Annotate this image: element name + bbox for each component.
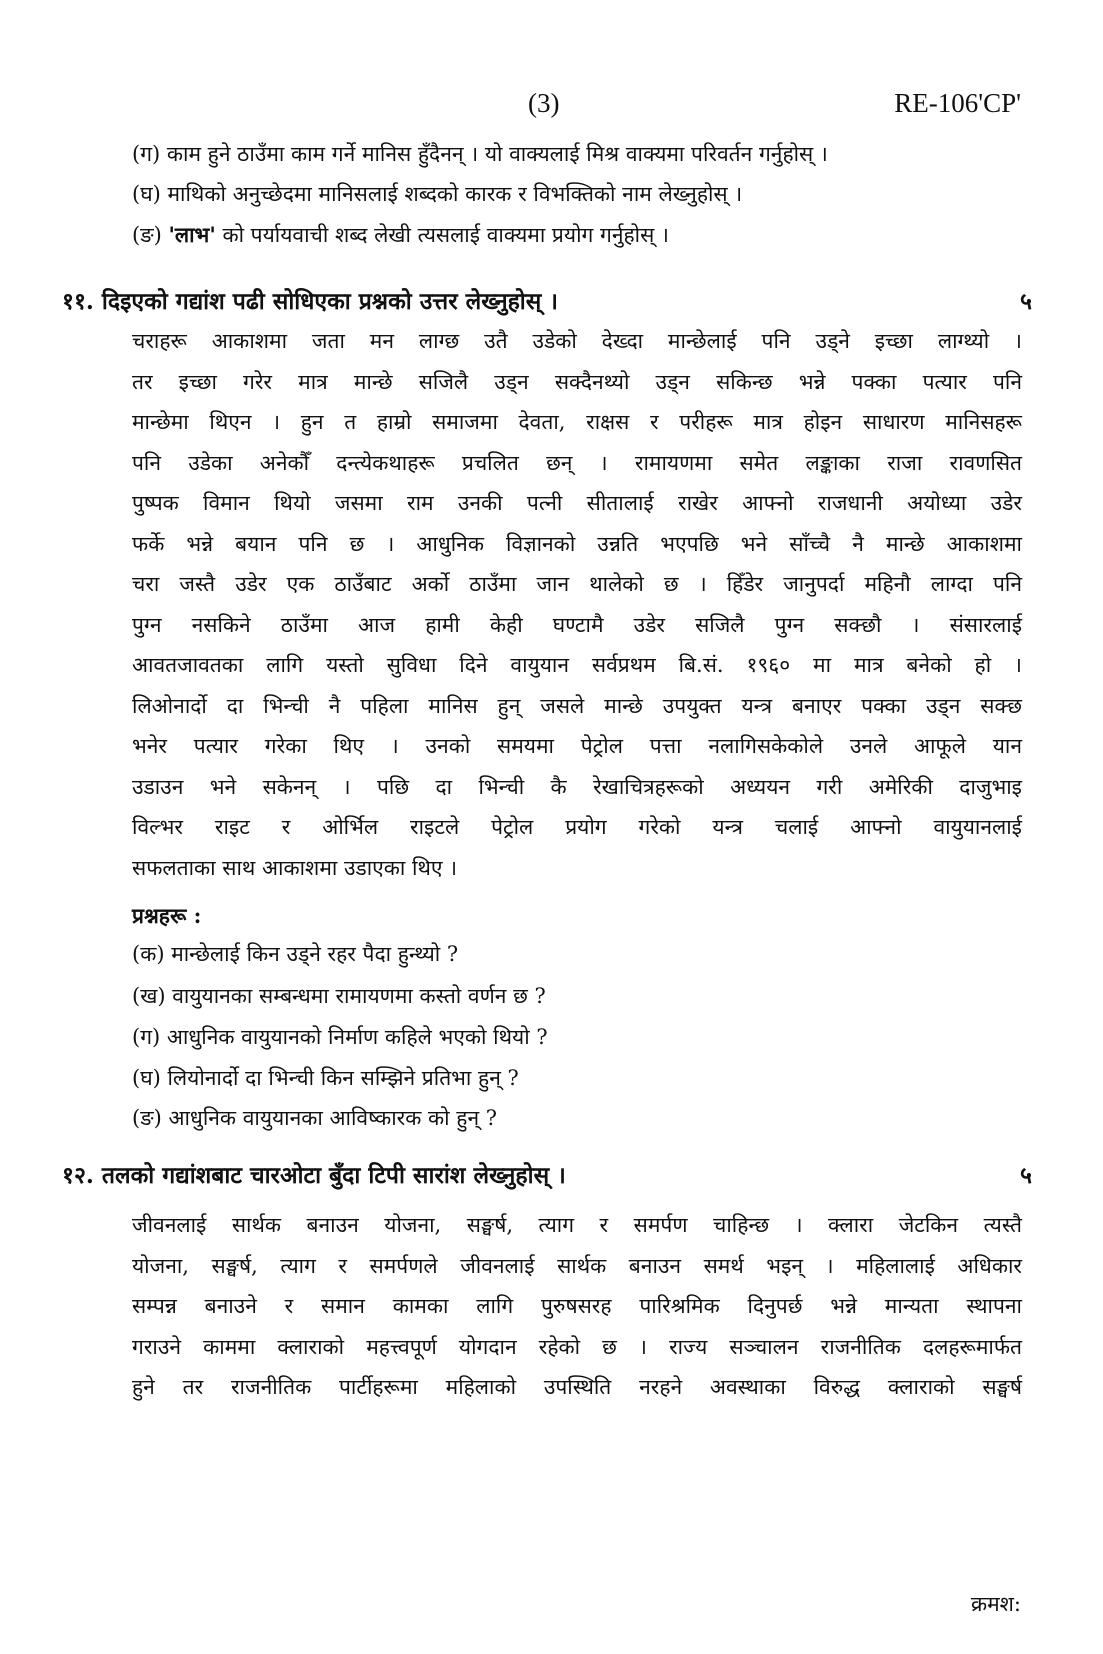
q12-passage	[132, 1205, 1022, 1408]
passage-line: सफलताका साथ आकाशमा उडाएका थिए ।	[132, 855, 458, 880]
questions-label: प्रश्नहरू :	[132, 903, 202, 928]
q11-marks: ५	[1020, 288, 1032, 315]
page-header	[0, 88, 1103, 128]
passage-line: गराउने काममा क्लाराको महत्त्वपूर्ण योगदान रहेको छ । राज्य सञ्चालन राजनीतिक दलहरूमार्फत	[132, 1334, 1022, 1359]
question-ka: (क) मान्छेलाई किन उड्ने रहर पैदा हुन्थ्यो ?	[132, 942, 459, 966]
passage-line: हुने तर राजनीतिक पार्टीहरूमा महिलाको उपस्थिति नरहने अवस्थाका विरुद्ध क्लाराको सङ्घर्ष	[132, 1375, 1022, 1399]
passage-line: भनेर पत्यार गरेका थिए । उनको समयमा पेट्रोल पत्ता नलागिसकेकोले उनले आफूले यान	[132, 734, 1022, 758]
prev-item-nga-keyword: 'लाभ'	[168, 222, 216, 247]
q11-title: ११. दिइएको गद्यांश पढी सोधिएका प्रश्नको उत्तर लेख्नुहोस् ।	[62, 288, 559, 315]
prev-item-nga	[132, 221, 669, 249]
passage-line: पनि उडेका अनेकौँ दन्त्येकथाहरू प्रचलित छन् । रामायणमा समेत लङ्काका राजा रावणसित	[132, 450, 1022, 475]
passage-line: आवतजावतका लागि यस्तो सुविधा दिने वायुयान सर्वप्रथम बि.सं. १९६० मा मात्र बनेको हो ।	[132, 653, 1022, 677]
q12-title: १२. तलको गद्यांशबाट चारओटा बुँदा टिपी सारांश लेख्नुहोस् ।	[62, 1162, 566, 1189]
passage-line: चराहरू आकाशमा जता मन लाग्छ उतै उडेको देख्दा मान्छेलाई पनि उड्ने इच्छा लाग्थ्यो ।	[132, 329, 1022, 353]
q12-heading	[62, 1158, 1032, 1190]
passage-line: विल्भर राइट र ओर्भिल राइटले पेट्रोल प्रयोग गरेको यन्त्र चलाई आफ्नो वायुयानलाई	[132, 815, 1022, 839]
question-ga: (ग) आधुनिक वायुयानको निर्माण कहिले भएको थियो ?	[132, 1025, 548, 1049]
continued-note: क्रमश:	[970, 1592, 1021, 1616]
passage-line: लिओनार्दो दा भिन्ची नै पहिला मानिस हुन् जसले मान्छे उपयुक्त यन्त्र बनाएर पक्का उड्न सक्छ	[132, 693, 1022, 718]
q11-heading	[62, 284, 1032, 316]
passage-line: फर्के भन्ने बयान पनि छ । आधुनिक विज्ञानको उन्नति भएपछि भने साँच्चै नै मान्छे आकाशमा	[132, 531, 1022, 556]
passage-line: योजना, सङ्घर्ष, त्याग र समर्पणले जीवनलाई सार्थक बनाउन समर्थ भइन् । महिलालाई अधिकार	[132, 1253, 1022, 1278]
passage-line: सम्पन्न बनाउने र समान कामका लागि पुरुषसरह पारिश्रमिक दिनुपर्छ भन्ने मान्यता स्थापना	[132, 1294, 1022, 1318]
prev-item-nga-prefix: (ङ)	[132, 223, 169, 247]
passage-line: पुग्न नसकिने ठाउँमा आज हामी केही घण्टामै उडेर सजिलै पुग्न सक्छौ । संसारलाई	[132, 612, 1022, 637]
question-kha: (ख) वायुयानका सम्बन्धमा रामायणमा कस्तो वर्णन छ ?	[132, 984, 546, 1008]
prev-item-ga: (ग) काम हुने ठाउँमा काम गर्ने मानिस हुँदैनन् । यो वाक्यलाई मिश्र वाक्यमा परिवर्तन गर्नुहोस् ।	[132, 142, 828, 166]
paper-code: RE-106'CP'	[894, 88, 1021, 118]
passage-line: चरा जस्तै उडेर एक ठाउँबाट अर्को ठाउँमा जान थालेको छ । हिँडेर जानुपर्दा महिनौ लाग्दा पनि	[132, 572, 1022, 596]
prev-item-nga-rest: को पर्यायवाची शब्द लेखी त्यसलाई वाक्यमा प्रयोग गर्नुहोस् ।	[215, 223, 669, 247]
question-nga: (ङ) आधुनिक वायुयानका आविष्कारक को हुन् ?	[132, 1106, 498, 1130]
passage-line: उडाउन भने सकेनन् । पछि दा भिन्ची कै रेखाचित्रहरूको अध्ययन गरी अमेरिकी दाजुभाइ	[132, 774, 1022, 799]
passage-line: जीवनलाई सार्थक बनाउन योजना, सङ्घर्ष, त्याग र समर्पण चाहिन्छ । क्लारा जेटकिन त्यस्तै	[132, 1213, 1022, 1237]
q11-passage	[132, 321, 1022, 888]
question-gha: (घ) लियोनार्दो दा भिन्ची किन सम्झिने प्रतिभा हुन् ?	[132, 1066, 519, 1090]
passage-line: मान्छेमा थिएन । हुन त हाम्रो समाजमा देवता, राक्षस र परीहरू मात्र होइन साधारण मानिसहरू	[132, 410, 1022, 434]
passage-line: पुष्पक विमान थियो जसमा राम उनकी पत्नी सीतालाई राखेर आफ्नो राजधानी अयोध्या उडेर	[132, 491, 1022, 515]
q12-marks: ५	[1020, 1162, 1032, 1189]
page-number: (3)	[528, 88, 560, 118]
passage-line: तर इच्छा गरेर मात्र मान्छे सजिलै उड्न सक्दैनथ्यो उड्न सकिन्छ भन्ने पक्का पत्यार पनि	[132, 369, 1022, 394]
prev-item-gha: (घ) माथिको अनुच्छेदमा मानिसलाई शब्दको कारक र विभक्तिको नाम लेख्नुहोस् ।	[132, 182, 743, 206]
